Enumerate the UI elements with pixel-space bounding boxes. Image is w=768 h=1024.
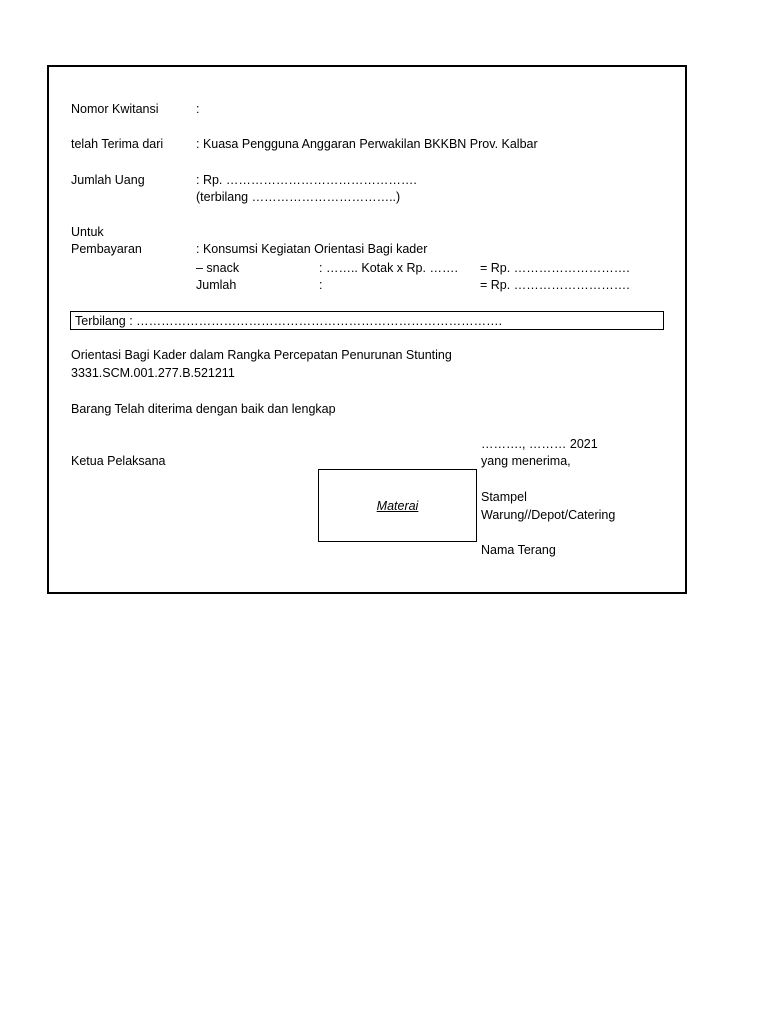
yang-menerima-label: yang menerima, <box>481 454 571 468</box>
nomor-kwitansi-value: : <box>196 102 200 116</box>
pembayaran-label: Pembayaran <box>71 242 142 256</box>
materai-box <box>318 469 477 542</box>
nomor-kwitansi-label: Nomor Kwitansi <box>71 102 159 116</box>
date-line: ………., ……… 2021 <box>481 437 598 451</box>
terbilang-box <box>70 311 664 330</box>
snack-total: = Rp. ………………………. <box>480 261 630 275</box>
jumlah-colon: : <box>319 278 323 292</box>
terbilang-text: Terbilang : ……………………………………………………………………………. <box>75 314 503 328</box>
jumlah-uang-label: Jumlah Uang <box>71 173 145 187</box>
stampel-label: Stampel <box>481 490 527 504</box>
nama-terang-label: Nama Terang <box>481 543 556 557</box>
activity-line: Orientasi Bagi Kader dalam Rangka Percepatan Penurunan Stunting <box>71 348 452 362</box>
terima-dari-label: telah Terima dari <box>71 137 164 151</box>
terima-dari-value: : Kuasa Pengguna Anggaran Perwakilan BKKBN Prov. Kalbar <box>196 137 538 151</box>
received-note: Barang Telah diterima dengan baik dan lengkap <box>71 402 336 416</box>
jumlah-uang-value: : Rp. ………………………………………. <box>196 173 417 187</box>
ketua-pelaksana-label: Ketua Pelaksana <box>71 454 166 468</box>
jumlah-total: = Rp. ………………………. <box>480 278 630 292</box>
snack-quantity: : …….. Kotak x Rp. ……. <box>319 261 458 275</box>
materai-label: Materai <box>376 498 419 513</box>
pembayaran-value: : Konsumsi Kegiatan Orientasi Bagi kader <box>196 242 428 256</box>
warung-label: Warung//Depot/Catering <box>481 508 616 522</box>
snack-label: – snack <box>196 261 240 275</box>
account-code: 3331.SCM.001.277.B.521211 <box>71 366 235 380</box>
untuk-label: Untuk <box>71 225 104 239</box>
jumlah-label: Jumlah <box>196 278 237 292</box>
jumlah-uang-terbilang: (terbilang ……………………………..) <box>196 190 401 204</box>
